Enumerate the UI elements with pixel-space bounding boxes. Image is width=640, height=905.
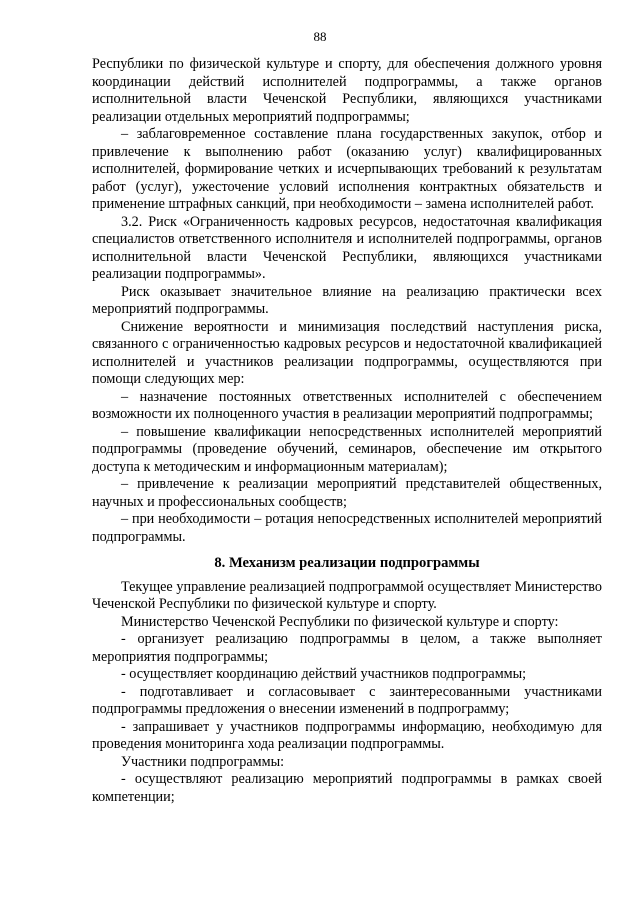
list-item-participants-implement: - осуществляют реализацию мероприятий подпрограммы в рамках своей компетенции; bbox=[92, 771, 602, 805]
paragraph-risk-impact: Риск оказывает значительное влияние на реализацию практически всех мероприятий подпрограммы. bbox=[92, 283, 602, 317]
list-item-qualification: – повышение квалификации непосредственных исполнителей мероприятий подпрограммы (проведение обучений, семинаров, обеспечение им открытого доступа к методическим и информационным материалам); bbox=[92, 423, 602, 475]
paragraph-procurement-measure: – заблаговременное составление плана государственных закупок, отбор и привлечение к выполнению работ (оказанию услуг) квалифицированных исполнителей, формирование четких и исчерпывающих требований к результатам работ (услуг), ужесточение условий исполнения контрактных обязательств и применение штрафных санкций, при необходимости – замена исполнителей работ. bbox=[92, 126, 602, 212]
document-body bbox=[92, 56, 602, 806]
list-item-prepares-proposals: - подготавливает и согласовывает с заинтересованными участниками подпрограммы предложения о внесении изменений в подпрограмму; bbox=[92, 683, 602, 717]
list-item-public-communities: – привлечение к реализации мероприятий представителей общественных, научных и профессиональных сообществ; bbox=[92, 476, 602, 510]
paragraph-participants-intro: Участники подпрограммы: bbox=[121, 753, 285, 770]
list-item-permanent-executors: – назначение постоянных ответственных исполнителей с обеспечением возможности их полноценного участия в реализации мероприятий подпрограммы; bbox=[92, 388, 602, 422]
section-heading: 8. Механизм реализации подпрограммы bbox=[214, 555, 480, 571]
paragraph-risk-3-2: 3.2. Риск «Ограниченность кадровых ресурсов, недостаточная квалификация специалистов ответственного исполнителя и исполнителей подпрограммы, органов исполнительной власти Чеченской Республики, являющихся участниками реализации подпрограммы». bbox=[92, 213, 602, 282]
list-item-rotation: – при необходимости – ротация непосредственных исполнителей мероприятий подпрограммы. bbox=[92, 511, 602, 545]
list-item-coordinates: - осуществляет координацию действий участников подпрограммы; bbox=[121, 666, 527, 682]
list-item-requests-information: - запрашивает у участников подпрограммы информацию, необходимую для проведения мониторинга хода реализации подпрограммы. bbox=[92, 718, 602, 752]
paragraph-current-management: Текущее управление реализацией подпрограммой осуществляет Министерство Чеченской Республики по физической культуре и спорту. bbox=[92, 578, 602, 612]
paragraph-risk-mitigation-intro: Снижение вероятности и минимизация последствий наступления риска, связанного с ограниченностью кадровых ресурсов и недостаточной квалификацией исполнителей и участников реализации подпрограммы, осуществляются при помощи следующих мер: bbox=[92, 318, 602, 387]
page-number: 88 bbox=[313, 29, 327, 44]
list-item-organizes: - организует реализацию подпрограммы в целом, а также выполняет мероприятия подпрограммы; bbox=[92, 631, 602, 665]
paragraph-ministry-intro: Министерство Чеченской Республики по физической культуре и спорту: bbox=[121, 613, 559, 630]
paragraph-continuation: Республики по физической культуре и спорту, для обеспечения должного уровня координации действий исполнителей подпрограммы, а также органов исполнительной власти Чеченской Республики, являющихся участниками реализации отдельных мероприятий подпрограммы; bbox=[92, 56, 602, 125]
